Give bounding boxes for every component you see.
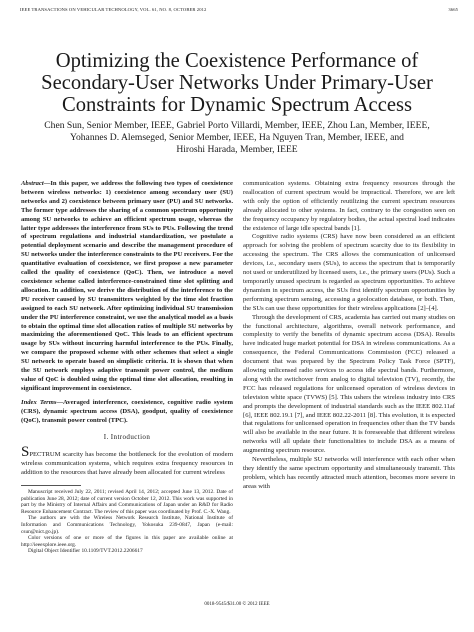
page-number: 3665	[448, 7, 458, 12]
left-column	[21, 180, 233, 555]
author-line: Chen Sun, Senior Member, IEEE, Gabriel Porto Villardi, Member, IEEE, Zhou Lan, Member, IEEE,	[44, 120, 430, 131]
intro-text: scarcity has become the bottleneck for the evolution of modern wireless communication systems, which requires extra frequency resources in addition to the resources that have already been allocated for current wireless	[21, 451, 233, 477]
index-terms-lead: Index Terms	[21, 398, 57, 406]
right-column	[243, 180, 455, 492]
body-paragraph: Cognitive radio systems (CRS) have now been considered as an efficient approach for solving the problem of spectrum scarcity due to its flexibility in accessing the spectrum. The CRS allows the communication of unlicensed devices, i.e., secondary users (SUs), to access the spectrum that is temporarily not used or underutilized by licensed users, i.e., the primary users (PUs). Such a temporarily unused spectrum is regarded as spectrum opportunities. To achieve dynamism in spectrum access, the SUs first identify spectrum opportunities by performing spectrum sensing, accessing a geolocation database, or both. Then, the SUs can use these opportunities for their wireless applications [2]–[4].	[243, 233, 455, 312]
copyright-footer: 0018-9545/$31.00 © 2012 IEEE	[204, 602, 270, 607]
intro-body	[21, 444, 233, 478]
footnotes	[21, 489, 233, 555]
intro-first-word: PECTRUM	[29, 451, 61, 459]
author-list	[20, 120, 454, 156]
dropcap: S	[21, 444, 30, 461]
abstract-lead: Abstract	[21, 180, 44, 187]
body-paragraph: Nevertheless, multiple SU networks will interference with each other when they identify the same spectrum opportunity and simultaneously transmit. This problem, which has recently attracted much attention, becomes more severe in areas with	[243, 456, 455, 490]
footnote: Digital Object Identifier 10.1109/TVT.2012.2206617	[28, 548, 143, 555]
index-terms-text: —Averaged interference, coexistence, cognitive radio system (CRS), dynamic spectrum access (DSA), goodput, quality of coexistence (QoC), transmit power control (TPC).	[21, 398, 233, 424]
intro-paragraph	[21, 444, 233, 478]
running-header	[20, 7, 458, 12]
title-line: Constraints for Dynamic Spectrum Access	[61, 94, 413, 116]
body-paragraph: Through the development of CRS, academia has carried out many studies on the functional architecture, algorithms, overall network performance, and complexity to verify the benefits of dynamic spectrum access (DSA). Results have indicated huge market potential for DSA in wireless communications. As a consequence, the Federal Communications Commission (FCC) released a document that was prepared by the Spectrum Policy Task Force (SPTF), allowing unlicensed radio services to access idle spectral bands. Furthermore, along with the switchover from analog to digital television (TV), recently, the FCC has released regulations for unlicensed operation of wireless devices in television white space (TVWS) [5]. This ushers the wireless industry into CRS and prompts the development of industrial standards such as the IEEE 802.11af [6], IEEE 802.19.1 [7], and IEEE 802.22-2011 [8]. This evolution, it is expected that regulations for unlicensed operation in frequencies other than the TV bands will also be available in the near future. It is foreseeable that different wireless networks will all update their functionalities to include DSA as a means of augmenting spectrum resource.	[243, 313, 455, 455]
title-line: Optimizing the Coexistence Performance of	[55, 50, 419, 72]
abstract	[21, 180, 233, 394]
author-line: Hiroshi Harada, Member, IEEE	[176, 144, 298, 155]
footnote: Manuscript received July 22, 2011; revised April 14, 2012; accepted June 13, 2012. Date of publication June 28, 2012; date of current version October 12, 2012. This work was supported in part by the Ministry of Internal Affairs and Communications of Japan under an R&D for Radio Resource Enhancement Contract. The review of this paper was coordinated by Prof. C.-X. Wang.	[21, 489, 233, 515]
abstract-text: —In this paper, we address the following two types of coexistence between wireless networks: 1) coexistence among secondary user (SU) networks and 2) coexistence between primary user (PU) and SU networks. The former type addresses the sharing of a common spectrum opportunity among SU networks to achieve an efficient spectrum usage, whereas the latter type addresses the interference from SUs to PUs. Following the trend of spectrum regulations and industrial standardization, we postulate a potential deployment scenario and describe the management procedure of SU networks under the interference constraints to the PU receivers. For the quantitative evaluation of coexistence, we first propose a new parameter called the quality of coexistence (QoC). Then, we introduce a novel coexistence scheme called interference-constrained time slot splitting and allocation. In addition, we derive the distribution of the interference to the PU receiver caused by SU transmitters weighted by the time slot fraction assigned to each SU network. After optimizing individual SU transmission under the PU interference constraint, we use the analytical model as a basis to obtain the optimal time slot allocation ratios of multiple SU networks by maximizing the aforementioned QoC. This leads to an efficient spectrum usage by SUs without incurring harmful interference to the PUs. Finally, we compare the proposed scheme with other schemes that select a single SU network to operate based on simplistic criteria. It is shown that when the SU network employs adaptive transmit power control, the medium value of QoC is doubled using the optimal time slot allocation, resulting in significant improvement in coexistence.	[21, 180, 233, 392]
footnote-divider	[21, 485, 81, 486]
paper-title	[20, 50, 454, 116]
journal-header: IEEE TRANSACTIONS ON VEHICULAR TECHNOLOGY, VOL. 61, NO. 8, OCTOBER 2012	[20, 7, 207, 12]
footnote: Color versions of one or more of the figures in this paper are available online at http://ieeexplore.ieee.org.	[21, 535, 233, 548]
footnote: The authors are with the Wireless Network Research Institute, National Institute of Information and Communications Technology, Yokosuka 239-0847, Japan (e-mail: csun@nict.go.jp).	[21, 515, 233, 535]
section-heading: I. Introduction	[103, 433, 151, 442]
title-line: Secondary-User Networks Under Primary-User	[41, 72, 433, 94]
author-line: Yohannes D. Alemseged, Senior Member, IEEE, Ha Nguyen Tran, Member, IEEE, and	[70, 132, 404, 143]
index-terms	[21, 399, 233, 426]
body-paragraph: communication systems. Obtaining extra frequency resources through the reallocation of current spectrum would be impractical. Therefore, we are left with only the option of efficiently reutilizing the current spectrum resources already allocated to other systems. In fact, contrary to the congestion seen on the frequency occupancy by regulatory bodies, the actual spectral load indicates the existence of large idle spectral bands [1].	[243, 180, 455, 232]
